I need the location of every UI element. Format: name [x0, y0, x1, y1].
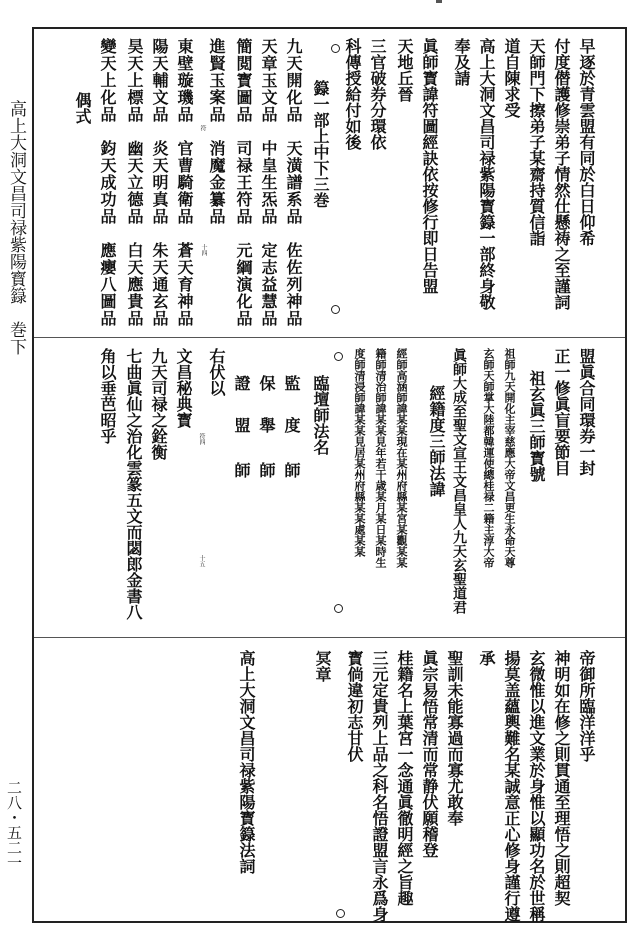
text-column: 付度僣護修崇弟子情然仕懸祷之至謹詞: [552, 38, 571, 310]
text-column: 眞師寳諱符圖經訣依按修行即日告盟: [420, 38, 439, 294]
circle-mark: [334, 352, 343, 361]
list-column: 九天開化品 天潢譜系品 佐佐列神品: [284, 38, 303, 327]
list-column: 東壁璇璣品 官曹騎衛品 蒼天育神品: [175, 38, 194, 327]
text-column: 眞師大成至聖文宣王文昌皇人九天玄聖道君: [451, 348, 467, 614]
text-column: 天地丘晉: [395, 38, 414, 102]
text-column: 帝御所臨洋洋乎: [577, 650, 596, 762]
tiny-note: 十四: [200, 244, 207, 256]
text-column: 奉及請: [452, 38, 471, 86]
text-column: 科傳授給付如後: [343, 38, 362, 150]
tiny-note: 符: [199, 125, 206, 131]
role-char: 度: [282, 417, 301, 433]
small-column: 經師高涵師諱某某現在某州府縣某宮某觀某某: [395, 348, 408, 568]
role-char: 師: [257, 462, 276, 478]
list-column: 進賢玉案品 消魔金纂品: [207, 38, 226, 225]
text-column: 冥章: [313, 650, 332, 682]
list-column: 陽天輔文品 炎天明真品 朱天通玄品: [150, 38, 169, 327]
text-column: 經籍度三師法諱: [427, 385, 446, 497]
text-column: 承: [477, 650, 496, 666]
text-column: 神明如在修之則貫通至理悟之則超契: [552, 650, 571, 906]
role-char: 保: [257, 375, 276, 391]
role-char: 師: [282, 462, 301, 478]
circle-mark: [336, 909, 345, 918]
circle-mark: [331, 305, 340, 314]
text-column: 聖訓未能寡過而寡尤敢奉: [445, 650, 464, 826]
list-end: 偶式: [73, 92, 92, 124]
list-column: 昊天上標品 幽天立德品 白天應貴品: [125, 38, 144, 327]
text-column: 文昌秘典寳: [174, 348, 193, 428]
lineage-title: 臨壇師法名: [311, 375, 330, 455]
text-column: 眞宗易悟常清而常静伏願稽登: [420, 650, 439, 858]
text-column: 三元定貴列上品之科名悟證盟言永爲身: [370, 650, 389, 922]
role-char: 舉: [257, 417, 276, 433]
text-column: 盟眞合同環券一封: [577, 348, 596, 476]
circle-mark: [331, 44, 340, 53]
text-column: 玄微惟以進文業於身惟以顯功名於世稱: [527, 650, 546, 922]
text-column: 角以垂芭昭乎: [98, 348, 117, 444]
list-title: 籙一部上中下三巻: [311, 80, 330, 208]
list-column: 簡閲寳圖品 司禄王符品 元綱演化品: [234, 38, 253, 327]
text-column: 九天司禄之銓衡: [149, 348, 168, 460]
tiny-note: 十五: [198, 555, 205, 567]
text-column: 正一修眞盲要節目: [552, 348, 571, 476]
list-column: 天章玉文品 中皇生炁品 定志益慧品: [259, 38, 278, 327]
tiny-note: 符四: [198, 433, 205, 445]
small-column: 籍師清治師諱某某見年若干歳某月某日某時生: [374, 348, 387, 568]
section-divider-2: [34, 637, 625, 638]
section-divider-1: [34, 337, 625, 338]
small-column: 玄師天師掌大陸都韓運使總桂禄二籍主淳大帝: [482, 348, 495, 568]
top-mark: [436, 0, 442, 3]
text-column: 揚莫盖蘊輿難名某誠意正心修身謹行遵: [502, 650, 521, 922]
role-char: 監: [282, 375, 301, 391]
circle-mark: [334, 604, 343, 613]
text-column: 高上大洞文昌司禄紫陽寳籙一部終身敬: [477, 38, 496, 310]
text-column: 天師門下擦弟子某齋持質信詣: [527, 38, 546, 246]
text-column: 右伏以: [207, 348, 226, 396]
text-column: 三官破券分環依: [368, 38, 387, 150]
margin-title: 高上大洞文昌司禄紫陽寳籙 巻下: [6, 100, 26, 355]
role-char: 師: [232, 462, 251, 478]
document-title: 高上大洞文昌司禄紫陽寳籙法詞: [237, 650, 256, 874]
text-column: 早逐於青雲盟有同於白日仰希: [577, 38, 596, 246]
text-column: 寳倘違初志甘伏: [345, 650, 364, 762]
text-column: 祖玄眞三師寳號: [527, 370, 546, 482]
list-column: 變天上化品 鈞天成功品 應癭八圖品: [98, 38, 117, 327]
role-char: 證: [232, 375, 251, 391]
margin-page-number: 二八・五二一: [5, 780, 23, 870]
text-column: 道自陳求受: [502, 38, 521, 118]
small-column: 度師清浸師諱某某見居某州府縣某某處某某: [353, 348, 366, 557]
text-column: 七曲眞仙之治化雲篆五文而閟郎金書八: [124, 348, 143, 620]
text-column: 桂籍名上葉宮一念通眞徹明經之旨趣: [395, 650, 414, 906]
role-char: 盟: [232, 417, 251, 433]
small-column: 祖師九天開化主宰慈應大帝文昌更生永命天尊: [503, 348, 516, 568]
